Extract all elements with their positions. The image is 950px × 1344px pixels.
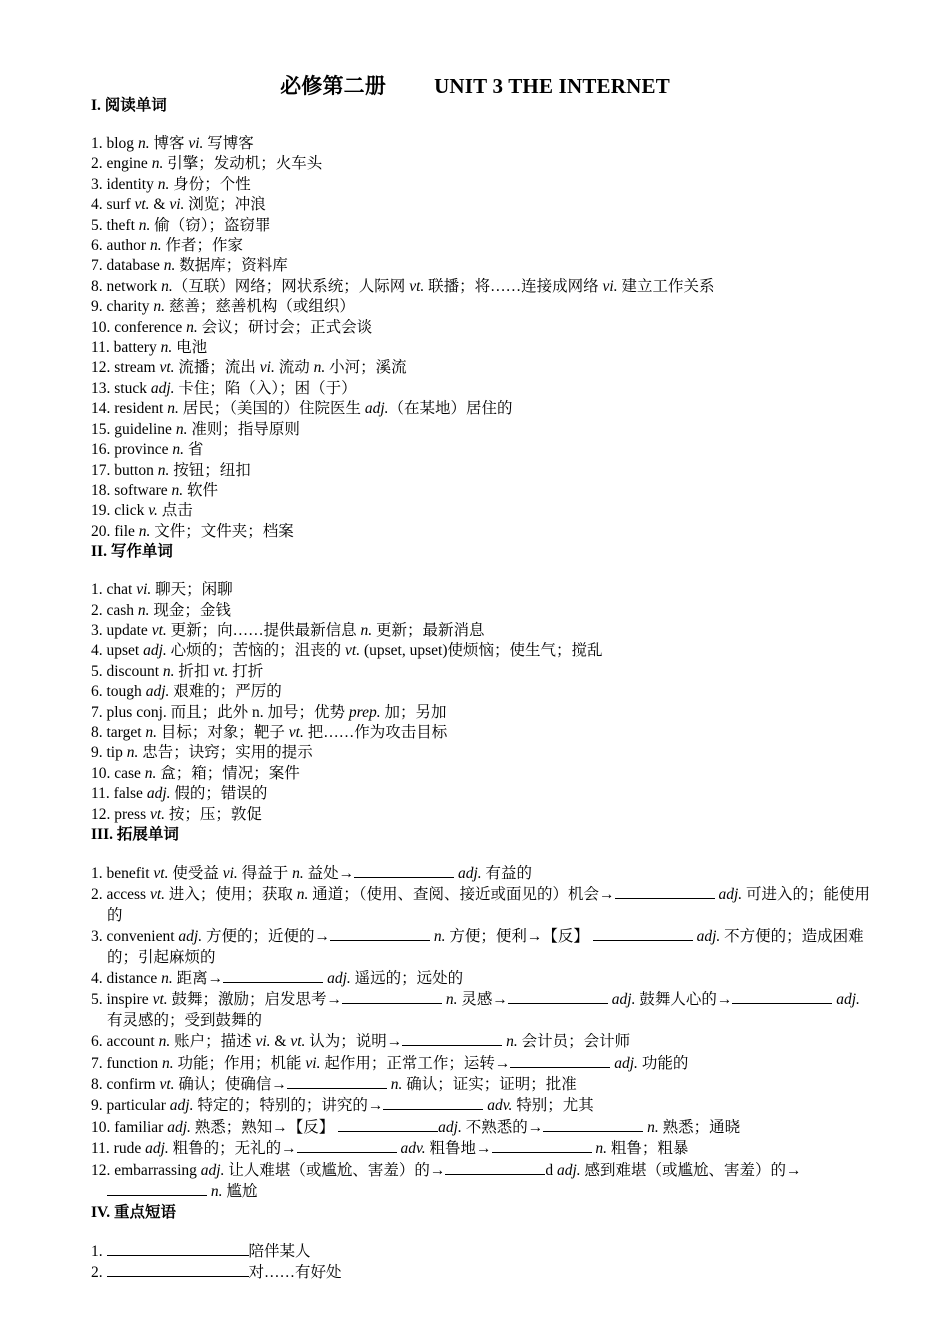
entry-text: 粗鲁的；无礼的→ xyxy=(168,1140,297,1158)
entry-text: 17. button xyxy=(91,461,158,479)
entry-text: 账户；描述 xyxy=(170,1033,256,1051)
vocab-entry xyxy=(91,338,871,358)
vocab-entry xyxy=(91,297,871,317)
vocab-entry xyxy=(91,399,871,419)
entry-text: 会议；研讨会；正式会谈 xyxy=(197,318,373,336)
part-of-speech: n. xyxy=(138,216,151,234)
vocab-entry xyxy=(91,1031,871,1052)
vocab-entry xyxy=(91,805,871,825)
part-of-speech: adj. xyxy=(438,1118,462,1136)
part-of-speech: adj. xyxy=(364,400,389,418)
entry-text: 假的；错误的 xyxy=(170,785,268,803)
part-of-speech: vi. xyxy=(188,135,204,152)
entry-text: 对……有好处 xyxy=(248,1263,342,1281)
vocab-entry xyxy=(91,723,871,743)
vocab-entry xyxy=(91,621,871,641)
entry-text: 会计员；会计师 xyxy=(517,1033,631,1051)
vocab-entry xyxy=(91,195,871,215)
vocab-entry xyxy=(91,1160,871,1203)
entry-text: 感到难堪（或尴尬、害羞）的→ xyxy=(580,1161,802,1179)
vocab-entry xyxy=(91,481,871,501)
entry-text: 熟悉；通晓 xyxy=(658,1118,741,1136)
entry-text: 居民；（美国的）住院医生 xyxy=(178,400,365,418)
page-title-book: 必修第二册 xyxy=(280,74,387,98)
part-of-speech: n. xyxy=(313,359,326,377)
part-of-speech: adj. xyxy=(145,1140,169,1158)
entry-text: 现金；金钱 xyxy=(149,601,231,619)
entry-text: 4. upset xyxy=(91,642,144,660)
entry-text: 特别；尤其 xyxy=(512,1097,594,1115)
entry-text: 遥远的；远处的 xyxy=(350,970,464,988)
entry-text: 忠告；诀窍；实用的提示 xyxy=(138,744,313,762)
fill-in-blank[interactable] xyxy=(510,1053,610,1068)
part-of-speech: vt. xyxy=(134,196,150,214)
entry-text: 8. confirm xyxy=(91,1076,160,1094)
part-of-speech: n. xyxy=(163,257,176,275)
part-of-speech: vi. xyxy=(169,196,185,214)
part-of-speech: adj. xyxy=(836,991,860,1009)
part-of-speech: adj. xyxy=(178,928,203,946)
entry-text: 11. rude xyxy=(91,1140,146,1158)
part-of-speech: adv. xyxy=(400,1140,426,1158)
vocab-entry xyxy=(91,379,871,399)
entry-text: 9. charity xyxy=(91,298,154,316)
entry-text: 尴尬 xyxy=(222,1183,258,1201)
part-of-speech: vt. xyxy=(149,805,166,823)
entry-text: 确认；使确信→ xyxy=(174,1076,287,1094)
entry-text: 准则；指导原则 xyxy=(187,420,300,438)
vocab-entry xyxy=(91,420,871,440)
entry-text: 小河；溪流 xyxy=(325,359,407,377)
part-of-speech: adj. xyxy=(145,683,170,701)
entry-text: 点击 xyxy=(157,502,193,520)
part-of-speech: adj. xyxy=(200,1161,225,1179)
entry-text: 身份；个性 xyxy=(169,175,251,193)
vocab-entry xyxy=(91,968,871,989)
section-heading: I. 阅读单词 xyxy=(91,97,167,114)
vocab-entry xyxy=(91,884,871,926)
entry-text: 6. tough xyxy=(91,683,146,701)
entry-text: 让人难堪（或尴尬、害羞）的→ xyxy=(224,1161,446,1179)
section-heading: IV. 重点短语 xyxy=(91,1203,176,1221)
part-of-speech: vt. xyxy=(345,642,361,660)
entry-text: 益处→ xyxy=(303,865,355,882)
fill-in-blank[interactable] xyxy=(354,863,454,878)
part-of-speech: n. xyxy=(433,928,446,946)
entry-text: 博客 xyxy=(149,135,189,152)
entry-text: 3. identity xyxy=(91,175,158,193)
part-of-speech: adj. xyxy=(611,991,636,1009)
entry-text: 目标；对象；靶子 xyxy=(157,723,289,741)
entry-text: 1. xyxy=(91,1242,107,1260)
vocab-entry xyxy=(91,682,871,702)
entry-text: 按钮；纽扣 xyxy=(169,461,251,479)
entry-text: 偷（窃）；盗窃罪 xyxy=(150,216,271,234)
entry-text: 6. author xyxy=(91,237,150,255)
entry-text: 电池 xyxy=(172,339,208,357)
part-of-speech: n. xyxy=(186,318,198,336)
fill-in-blank[interactable] xyxy=(383,1095,483,1110)
part-of-speech: n. xyxy=(126,744,139,762)
entry-text: 有灵感的；受到鼓舞的 xyxy=(107,1011,263,1029)
part-of-speech: vi. xyxy=(136,581,152,599)
entry-text: 6. account xyxy=(91,1033,159,1051)
part-of-speech: n. xyxy=(157,175,170,193)
entry-text: 特定的；特别的；讲究的→ xyxy=(193,1097,384,1115)
entry-text: 折扣 xyxy=(174,662,214,680)
part-of-speech: adj. xyxy=(167,1118,191,1136)
entry-text: 作者；作家 xyxy=(161,237,243,255)
entry-text: 8. network xyxy=(91,277,162,295)
fill-in-blank[interactable] xyxy=(297,1138,397,1153)
part-of-speech: adv. xyxy=(487,1097,513,1115)
entry-text: 熟悉；熟知→【反】 xyxy=(190,1118,339,1136)
fill-in-blank[interactable] xyxy=(615,884,715,899)
entry-text: 功能的 xyxy=(637,1054,689,1072)
entry-text: 4. distance xyxy=(91,970,162,988)
vocab-entry xyxy=(91,1095,871,1116)
entry-text: 7. plus conj. 而且；此外 n. 加号；优势 xyxy=(91,703,349,721)
entry-text: 方便；便利→【反】 xyxy=(445,928,593,946)
part-of-speech: n. xyxy=(296,886,309,904)
entry-text: & xyxy=(270,1033,291,1051)
part-of-speech: n. xyxy=(160,339,173,357)
entry-text: 联播；将……连接成网络 xyxy=(424,277,603,295)
entry-text: 数据库；资料库 xyxy=(175,257,288,275)
entry-text: 10. conference xyxy=(91,318,187,336)
vocab-entry xyxy=(91,641,871,661)
entry-text: 13. stuck xyxy=(91,379,151,397)
part-of-speech: n. xyxy=(506,1033,518,1051)
part-of-speech: n. xyxy=(161,970,173,988)
entry-text: 12. embarrassing xyxy=(91,1161,201,1179)
vocab-entry xyxy=(91,1074,871,1095)
entry-text: 使受益 xyxy=(168,865,223,882)
part-of-speech: n. xyxy=(158,1033,171,1051)
entry-text: 粗鲁；粗暴 xyxy=(607,1140,689,1158)
section-heading: III. 拓展单词 xyxy=(91,826,179,843)
part-of-speech: vt. xyxy=(409,277,425,295)
fill-in-blank[interactable] xyxy=(732,989,832,1004)
part-of-speech: adj. xyxy=(327,970,351,988)
part-of-speech: n. xyxy=(647,1118,659,1136)
entry-text: 2. cash xyxy=(91,601,138,619)
vocab-entry xyxy=(91,580,871,600)
part-of-speech: n. xyxy=(390,1076,403,1094)
part-of-speech: vt. xyxy=(152,991,168,1009)
part-of-speech: v. xyxy=(148,502,158,520)
vocab-entry xyxy=(91,277,871,297)
page-title-unit: UNIT 3 THE INTERNET xyxy=(434,74,670,98)
vocab-entry xyxy=(91,175,871,195)
part-of-speech: n. xyxy=(161,277,173,295)
part-of-speech: adj. xyxy=(150,379,175,397)
part-of-speech: n. xyxy=(137,601,150,619)
fill-in-blank[interactable] xyxy=(402,1031,502,1046)
part-of-speech: n. xyxy=(172,441,184,459)
entry-text: 不熟悉的→ xyxy=(461,1118,544,1136)
entry-text: （互联）网络；网状系统；人际网 xyxy=(172,277,410,295)
part-of-speech: vi. xyxy=(222,865,238,882)
part-of-speech: vi. xyxy=(255,1033,271,1051)
entry-text: 得益于 xyxy=(237,865,293,882)
part-of-speech: vi. xyxy=(602,277,618,295)
part-of-speech: prep. xyxy=(348,703,381,721)
vocab-entry xyxy=(91,522,871,542)
part-of-speech: n. xyxy=(144,764,157,782)
fill-in-blank[interactable] xyxy=(342,989,442,1004)
entry-text: 心烦的；苦恼的；沮丧的 xyxy=(166,642,346,660)
part-of-speech: vt. xyxy=(290,1033,306,1051)
entry-text: 不方便的；造成困难的；引起麻烦的 xyxy=(107,928,864,966)
entry-text: 5. theft xyxy=(91,216,139,234)
entry-text: 1. chat xyxy=(91,581,137,599)
vocab-entry xyxy=(91,1241,871,1262)
vocab-entry xyxy=(91,134,871,154)
entry-text: 10. familiar xyxy=(91,1118,168,1136)
part-of-speech: n. xyxy=(171,481,184,499)
entry-text: 更新；向……提供最新信息 xyxy=(166,621,361,639)
entry-text: 文件；文件夹；档案 xyxy=(150,522,294,540)
entry-text: (upset, upset)使烦恼；使生气；搅乱 xyxy=(360,642,603,660)
part-of-speech: n. xyxy=(153,298,166,316)
part-of-speech: n. xyxy=(157,461,170,479)
fill-in-blank[interactable] xyxy=(330,926,430,941)
part-of-speech: n. xyxy=(162,1054,174,1072)
entry-text: & xyxy=(149,196,170,214)
entry-text: 19. click xyxy=(91,502,149,520)
entry-text: 确认；证实；证明；批准 xyxy=(402,1076,577,1094)
part-of-speech: vt. xyxy=(151,621,167,639)
part-of-speech: n. xyxy=(210,1183,223,1201)
part-of-speech: n. xyxy=(162,662,175,680)
entry-text: 浏览；冲浪 xyxy=(184,196,266,214)
entry-text: 通道；（使用、查阅、接近或面见的）机会→ xyxy=(308,886,615,904)
entry-text: 18. software xyxy=(91,481,172,499)
entry-text: 写博客 xyxy=(203,135,254,152)
entry-text: 加；另加 xyxy=(380,703,447,721)
entry-text: 粗鲁地→ xyxy=(425,1140,492,1158)
vocab-entry xyxy=(91,764,871,784)
entry-text: 功能；作用；机能 xyxy=(173,1054,306,1072)
entry-text: 16. province xyxy=(91,441,173,459)
vocab-entry xyxy=(91,662,871,682)
fill-in-blank[interactable] xyxy=(223,968,323,983)
part-of-speech: n. xyxy=(360,621,373,639)
entry-text: d xyxy=(545,1161,557,1179)
entry-text: 引擎；发动机；火车头 xyxy=(163,155,323,173)
entry-text: 距离→ xyxy=(172,970,224,988)
entry-text: 流动 xyxy=(274,359,314,377)
part-of-speech: vt. xyxy=(288,723,304,741)
part-of-speech: n. xyxy=(145,723,158,741)
vocab-entry xyxy=(91,989,871,1031)
vocab-entry xyxy=(91,1138,871,1159)
entry-text: 1. blog xyxy=(91,135,138,152)
entry-text: 9. particular xyxy=(91,1097,170,1115)
part-of-speech: n. xyxy=(167,400,179,418)
entry-text: 流播；流出 xyxy=(174,359,260,377)
vocab-entry xyxy=(91,318,871,338)
entry-text: 慈善；慈善机构（或组织） xyxy=(165,298,355,316)
entry-text: 7. function xyxy=(91,1054,163,1072)
entry-text: 把……作为攻击目标 xyxy=(303,723,448,741)
entry-text: 2. xyxy=(91,1263,107,1281)
fill-in-blank[interactable] xyxy=(107,1262,249,1277)
part-of-speech: vt. xyxy=(149,886,166,904)
vocab-entry xyxy=(91,1117,871,1138)
entry-text: 盒；箱；情况；案件 xyxy=(156,764,300,782)
entry-text: 艰难的；严厉的 xyxy=(169,683,282,701)
vocab-entry xyxy=(91,461,871,481)
fill-in-blank[interactable] xyxy=(593,926,693,941)
entry-text: 打折 xyxy=(228,662,264,680)
entry-text: 12. press xyxy=(91,805,150,823)
entry-text: 5. inspire xyxy=(91,991,153,1009)
part-of-speech: adj. xyxy=(457,865,482,882)
vocab-entry xyxy=(91,743,871,763)
part-of-speech: n. xyxy=(151,155,164,173)
entry-text: 3. convenient xyxy=(91,928,179,946)
vocab-entry xyxy=(91,703,871,723)
part-of-speech: n. xyxy=(138,522,151,540)
entry-text: 起作用；正常工作；运转→ xyxy=(320,1054,511,1072)
part-of-speech: adj. xyxy=(556,1161,581,1179)
entry-text: 软件 xyxy=(183,481,219,499)
fill-in-blank[interactable] xyxy=(543,1117,643,1132)
part-of-speech: vi. xyxy=(305,1054,321,1072)
entry-text: 1. benefit xyxy=(91,865,154,882)
entry-text: 20. file xyxy=(91,522,139,540)
entry-text: 2. access xyxy=(91,886,150,904)
part-of-speech: adj. xyxy=(614,1054,638,1072)
vocabulary-content xyxy=(91,96,871,1283)
vocab-entry xyxy=(91,236,871,256)
entry-text: 卡住；陷（入）；困（于） xyxy=(174,379,357,397)
fill-in-blank[interactable] xyxy=(492,1138,592,1153)
entry-text: 12. stream xyxy=(91,359,160,377)
vocab-entry xyxy=(91,216,871,236)
entry-text: 建立工作关系 xyxy=(617,277,715,295)
part-of-speech: adj. xyxy=(169,1097,194,1115)
entry-text: 9. tip xyxy=(91,744,127,762)
part-of-speech: vt. xyxy=(153,865,169,882)
section-heading: II. 写作单词 xyxy=(91,543,173,561)
fill-in-blank[interactable] xyxy=(338,1117,438,1132)
entry-text: （在某地）居住的 xyxy=(388,400,513,418)
entry-text: 方便的；近便的→ xyxy=(202,928,330,946)
vocab-entry xyxy=(91,501,871,521)
entry-text: 11. battery xyxy=(91,339,161,357)
part-of-speech: n. xyxy=(175,420,188,438)
entry-text: 10. case xyxy=(91,764,145,782)
entry-text: 灵感→ xyxy=(457,991,508,1009)
vocab-entry xyxy=(91,1053,871,1074)
part-of-speech: adj. xyxy=(718,886,743,904)
part-of-speech: n. xyxy=(149,237,162,255)
fill-in-blank[interactable] xyxy=(445,1160,545,1175)
entry-text: 15. guideline xyxy=(91,420,176,438)
fill-in-blank[interactable] xyxy=(107,1241,249,1256)
entry-text: 4. surf xyxy=(91,196,135,214)
vocab-entry xyxy=(91,863,871,884)
part-of-speech: vt. xyxy=(213,662,229,680)
vocab-entry xyxy=(91,784,871,804)
entry-text: 有益的 xyxy=(481,865,533,882)
part-of-speech: adj. xyxy=(696,928,721,946)
part-of-speech: adj. xyxy=(143,642,167,660)
vocab-entry xyxy=(91,1262,871,1283)
entry-text: 5. discount xyxy=(91,662,163,680)
part-of-speech: n. xyxy=(137,135,150,152)
vocab-entry xyxy=(91,926,871,968)
vocab-entry xyxy=(91,154,871,174)
entry-text: 陪伴某人 xyxy=(248,1242,311,1260)
part-of-speech: vi. xyxy=(259,359,275,377)
entry-text: 可进入的；能使用的 xyxy=(107,886,871,924)
entry-text: 聊天；闲聊 xyxy=(151,581,233,599)
part-of-speech: n. xyxy=(595,1140,608,1158)
vocab-entry xyxy=(91,256,871,276)
entry-text: 3. update xyxy=(91,621,152,639)
entry-text: 鼓舞人心的→ xyxy=(635,991,733,1009)
vocab-entry xyxy=(91,440,871,460)
entry-text: 省 xyxy=(183,441,204,459)
entry-text: 进入；使用；获取 xyxy=(165,886,297,904)
entry-text: 2. engine xyxy=(91,155,152,173)
entry-text: 11. false xyxy=(91,785,147,803)
part-of-speech: vt. xyxy=(159,359,175,377)
entry-text: 更新；最新消息 xyxy=(372,621,485,639)
part-of-speech: vt. xyxy=(159,1076,175,1094)
entry-text: 8. target xyxy=(91,723,146,741)
vocab-entry xyxy=(91,358,871,378)
entry-text: 认为；说明→ xyxy=(305,1033,403,1051)
fill-in-blank[interactable] xyxy=(508,989,608,1004)
part-of-speech: n. xyxy=(445,991,458,1009)
entry-text: 鼓舞；激励；启发思考→ xyxy=(167,991,343,1009)
entry-text: 按；压；敦促 xyxy=(165,805,262,823)
entry-text: 14. resident xyxy=(91,400,168,418)
fill-in-blank[interactable] xyxy=(287,1074,387,1089)
fill-in-blank[interactable] xyxy=(107,1181,207,1196)
entry-text: 7. database xyxy=(91,257,164,275)
part-of-speech: adj. xyxy=(146,785,171,803)
part-of-speech: n. xyxy=(292,865,304,882)
vocab-entry xyxy=(91,601,871,621)
